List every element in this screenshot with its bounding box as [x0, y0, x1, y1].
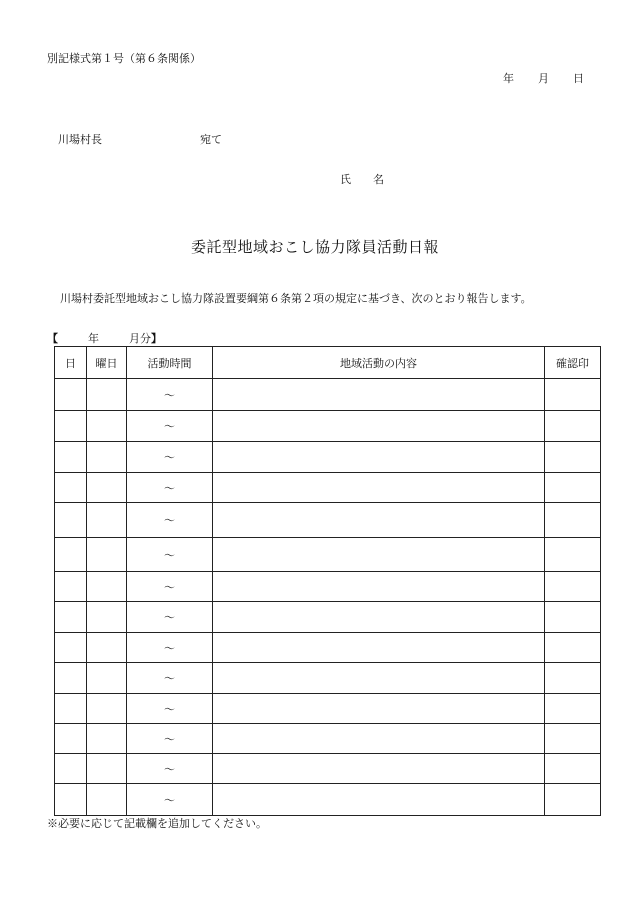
cell-activity-time[interactable]: ～: [127, 503, 213, 538]
header-day: 日: [55, 347, 87, 379]
date-month: 月: [538, 72, 549, 85]
cell-activity-time[interactable]: ～: [127, 724, 213, 754]
document-title: 委託型地域おこし協力隊員活動日報: [190, 238, 439, 256]
cell-day[interactable]: [55, 411, 87, 442]
cell-activity-content[interactable]: [213, 411, 545, 442]
cell-day[interactable]: [55, 538, 87, 572]
table-row: [55, 724, 601, 754]
cell-activity-time[interactable]: ～: [127, 538, 213, 572]
cell-weekday[interactable]: [87, 602, 127, 633]
cell-weekday[interactable]: [87, 379, 127, 411]
table-row: [55, 633, 601, 663]
cell-activity-content[interactable]: [213, 663, 545, 694]
cell-confirmation-seal[interactable]: [545, 538, 601, 572]
table-row: [55, 538, 601, 572]
form-number: 別記様式第１号（第６条関係）: [47, 52, 201, 65]
cell-activity-time[interactable]: ～: [127, 411, 213, 442]
cell-activity-time[interactable]: ～: [127, 784, 213, 816]
addressee: [58, 131, 222, 147]
date-year: 年: [503, 72, 514, 85]
cell-weekday[interactable]: [87, 572, 127, 602]
header-weekday: 曜日: [87, 347, 127, 379]
cell-activity-time[interactable]: ～: [127, 602, 213, 633]
table-row: [55, 784, 601, 816]
table-body: [55, 379, 601, 816]
cell-activity-time[interactable]: ～: [127, 572, 213, 602]
cell-day[interactable]: [55, 473, 87, 503]
cell-confirmation-seal[interactable]: [545, 724, 601, 754]
cell-confirmation-seal[interactable]: [545, 442, 601, 473]
header-confirmation-seal: 確認印: [545, 347, 601, 379]
date-line: [503, 70, 584, 86]
cell-confirmation-seal[interactable]: [545, 473, 601, 503]
cell-confirmation-seal[interactable]: [545, 411, 601, 442]
table-row: [55, 694, 601, 724]
cell-activity-content[interactable]: [213, 602, 545, 633]
cell-day[interactable]: [55, 572, 87, 602]
cell-weekday[interactable]: [87, 663, 127, 694]
cell-day[interactable]: [55, 442, 87, 473]
cell-weekday[interactable]: [87, 442, 127, 473]
name-label-1: 氏: [340, 173, 351, 186]
cell-weekday[interactable]: [87, 473, 127, 503]
cell-weekday[interactable]: [87, 411, 127, 442]
cell-weekday[interactable]: [87, 694, 127, 724]
cell-day[interactable]: [55, 633, 87, 663]
footnote: ※必要に応じて記載欄を追加してください。: [47, 817, 267, 830]
cell-day[interactable]: [55, 503, 87, 538]
table-row: [55, 572, 601, 602]
cell-activity-content[interactable]: [213, 503, 545, 538]
addressee-name: 川場村長: [58, 133, 102, 146]
cell-activity-time[interactable]: ～: [127, 473, 213, 503]
cell-activity-content[interactable]: [213, 538, 545, 572]
cell-activity-time[interactable]: ～: [127, 754, 213, 784]
cell-weekday[interactable]: [87, 784, 127, 816]
cell-day[interactable]: [55, 724, 87, 754]
cell-confirmation-seal[interactable]: [545, 379, 601, 411]
cell-activity-time[interactable]: ～: [127, 663, 213, 694]
period-label: [47, 330, 162, 346]
table-row: [55, 602, 601, 633]
cell-weekday[interactable]: [87, 754, 127, 784]
cell-day[interactable]: [55, 754, 87, 784]
cell-activity-time[interactable]: ～: [127, 442, 213, 473]
cell-confirmation-seal[interactable]: [545, 572, 601, 602]
cell-confirmation-seal[interactable]: [545, 663, 601, 694]
cell-day[interactable]: [55, 602, 87, 633]
cell-activity-content[interactable]: [213, 473, 545, 503]
header-activity-content: 地域活動の内容: [213, 347, 545, 379]
period-close-bracket: 】: [151, 332, 162, 345]
activity-log-table: [54, 346, 601, 816]
intro-text: 川場村委託型地域おこし協力隊設置要綱第６条第２項の規定に基づき、次のとおり報告します。: [60, 292, 532, 305]
cell-day[interactable]: [55, 379, 87, 411]
table-row: [55, 379, 601, 411]
cell-activity-content[interactable]: [213, 754, 545, 784]
cell-confirmation-seal[interactable]: [545, 633, 601, 663]
period-year: 年: [88, 332, 99, 345]
name-label-2: 名: [373, 173, 384, 186]
table-row: [55, 663, 601, 694]
cell-weekday[interactable]: [87, 724, 127, 754]
table-row: [55, 473, 601, 503]
table-header-row: [55, 347, 601, 379]
addressee-suffix: 宛て: [200, 133, 222, 146]
cell-confirmation-seal[interactable]: [545, 694, 601, 724]
cell-weekday[interactable]: [87, 503, 127, 538]
cell-activity-content[interactable]: [213, 724, 545, 754]
cell-activity-time[interactable]: ～: [127, 694, 213, 724]
table-row: [55, 754, 601, 784]
cell-confirmation-seal[interactable]: [545, 503, 601, 538]
cell-activity-time[interactable]: ～: [127, 379, 213, 411]
cell-confirmation-seal[interactable]: [545, 754, 601, 784]
table-row: [55, 503, 601, 538]
cell-weekday[interactable]: [87, 633, 127, 663]
cell-day[interactable]: [55, 694, 87, 724]
cell-activity-content[interactable]: [213, 379, 545, 411]
reporter-name-label: [340, 171, 384, 187]
cell-activity-content[interactable]: [213, 442, 545, 473]
cell-activity-content[interactable]: [213, 694, 545, 724]
cell-confirmation-seal[interactable]: [545, 784, 601, 816]
cell-confirmation-seal[interactable]: [545, 602, 601, 633]
cell-weekday[interactable]: [87, 538, 127, 572]
period-month: 月分: [129, 332, 151, 345]
cell-activity-content[interactable]: [213, 572, 545, 602]
header-activity-time: 活動時間: [127, 347, 213, 379]
cell-activity-content[interactable]: [213, 633, 545, 663]
cell-activity-time[interactable]: ～: [127, 633, 213, 663]
date-day: 日: [573, 72, 584, 85]
table-row: [55, 411, 601, 442]
period-open-bracket: 【: [47, 332, 58, 345]
cell-activity-content[interactable]: [213, 784, 545, 816]
table-row: [55, 442, 601, 473]
cell-day[interactable]: [55, 784, 87, 816]
cell-day[interactable]: [55, 663, 87, 694]
